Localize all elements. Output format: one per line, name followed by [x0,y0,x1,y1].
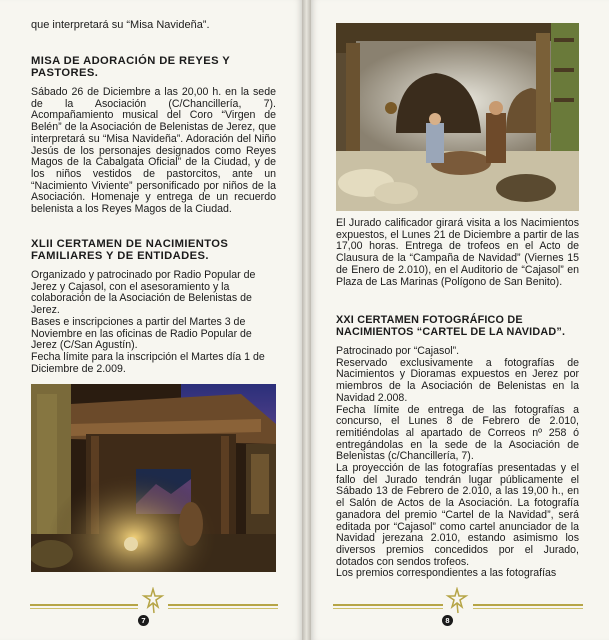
star-ornament-icon [444,587,470,617]
footer-rule-left [333,604,443,606]
paragraph: Organizado y patrocinado por Radio Popular de Jerez y Cajasol, con el asesoramiento y la colaboración de la Asociación de Belenistas de Jerez. [31,269,256,317]
footer-rule-left [30,604,138,606]
paragraph: Reservado exclusivamente a fotografías de Nacimientos y Dioramas expuestos en Jerez por miembros de la Asociación de Belenistas en la Navidad 2.008. [336,356,579,404]
paragraph: Fecha límite de entrega de las fotografías a concurso, el Lunes 8 de Febrero de 2.010, remitiéndolas al apartado de Correos nº 258 ó entregándolas en la sede de la Asociación de Belenistas (c/Chancillería, 7). [336,403,579,463]
star-ornament-icon [140,587,166,617]
paragraph: Los premios correspondientes a las fotografías [336,567,557,580]
left-page [0,0,302,640]
section-heading-misa: MISA DE ADORACIÓN DE REYES Y PASTORES. [31,55,231,79]
nativity-photo-diorama [336,23,579,211]
paragraph: Bases e inscripciones a partir del Martes 3 de Noviembre en las oficinas de Radio Popular de Jerez (C/San Agustín). [31,315,252,352]
book-gutter [302,0,311,640]
page-number: 7 [138,615,149,626]
paragraph: La proyección de las fotografías presentadas y el fallo del Jurado tendrán lugar públicamente el Sábado 13 de Febrero de 2.010, a las 19,00 h., en el Salón de Actos de la Asociación. La fotografía ganadora del premio “Cartel de la Navidad”, será editada por “Cajasol” como cartel anunciador de la Navidad jerezana 2.010, estando asimismo los diversos premios concedidos por el Jurado, dotados con sendos trofeos. [336,462,579,568]
section-heading-certamen-fotografico: XXI CERTAMEN FOTOGRÁFICO DE NACIMIENTOS “CARTEL DE LA NAVIDAD”. [336,314,566,338]
section-body-certamen-nacimientos [31,270,276,375]
page-number: 8 [442,615,453,626]
section-body-certamen-fotografico [336,346,579,580]
continued-text-line: que interpretará su “Misa Navideña”. [31,19,210,31]
section-heading-certamen-nacimientos: XLII CERTAMEN DE NACIMIENTOS FAMILIARES Y DE ENTIDADES. [31,238,229,262]
section-body-misa: Sábado 26 de Diciembre a las 20,00 h. en la sede de la Asociación (C/Chancillería, 7). Acompañamiento musical del Coro “Virgen de Belén” de la Asociación de Belenistas de Jerez, que interpretará su “Misa Navideña”. Adoración del Niño Jesús de los personajes designados como Reyes Magos de la Cabalgata Oficial” de la Ciudad, y de los niños vestidos de pastorcitos, ante un “Nacimiento Viviente” personificado por niños de la Asociación. Homenaje y entrega de un recuerdo belenista a los Reyes Magos de la Ciudad. [31,86,276,216]
paragraph: Fecha límite para la inscripción el Martes día 1 de Diciembre de 2.009. [31,350,265,375]
nativity-photo-stable [31,384,276,572]
footer-rule-right [168,604,278,606]
right-page [311,0,609,640]
paragraph: Patrocinado por “Cajasol”. [336,345,460,357]
jury-visit-text: El Jurado calificador girará visita a los Nacimientos expuestos, el Lunes 21 de Diciembre a partir de las 17,00 horas. Entrega de trofeos en el Acto de Clausura de la “Campaña de Navidad” (Viernes 15 de Enero de 2.010), en el Auditorio de “Cajasol” en Plaza de Las Marinas (Polígono de San Benito). [336,217,579,288]
footer-rule-right [473,604,583,606]
